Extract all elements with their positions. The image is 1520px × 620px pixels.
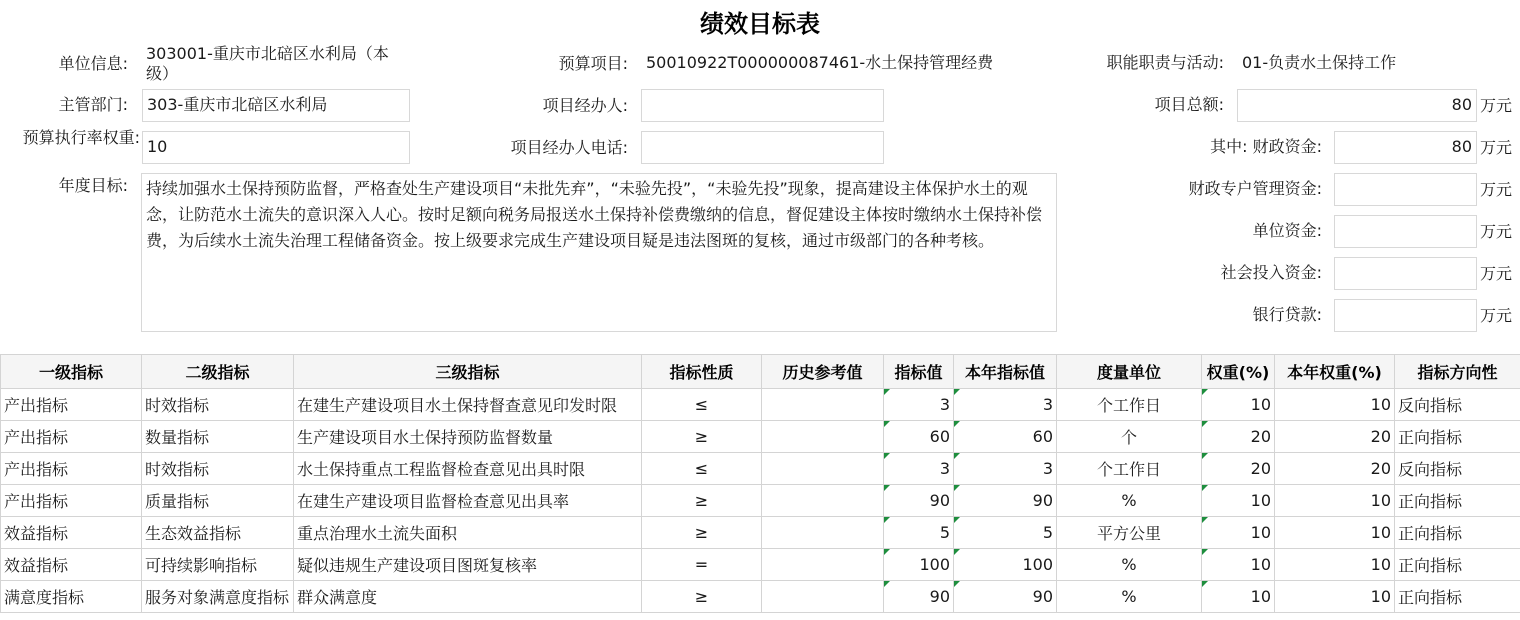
header-direction: 指标方向性 bbox=[1395, 355, 1520, 389]
page-title: 绩效目标表 bbox=[700, 10, 820, 38]
special-account-field[interactable] bbox=[1334, 173, 1477, 206]
cell-nature: ≥ bbox=[642, 581, 762, 613]
cell-unit: 个工作日 bbox=[1057, 389, 1202, 421]
cell-direction: 正向指标 bbox=[1395, 421, 1520, 453]
cell-value[interactable]: 5 bbox=[884, 517, 954, 549]
header-weight: 权重(%) bbox=[1202, 355, 1275, 389]
cell-weight[interactable]: 10 bbox=[1202, 517, 1275, 549]
project-total-field[interactable]: 80 bbox=[1237, 89, 1477, 122]
header-year-weight: 本年权重(%) bbox=[1275, 355, 1395, 389]
cell-level2: 生态效益指标 bbox=[142, 517, 294, 549]
budget-rate-weight-field[interactable]: 10 bbox=[142, 131, 410, 164]
cell-year-weight[interactable]: 10 bbox=[1275, 581, 1395, 613]
cell-level1: 满意度指标 bbox=[1, 581, 142, 613]
cell-direction: 正向指标 bbox=[1395, 485, 1520, 517]
cell-direction: 正向指标 bbox=[1395, 517, 1520, 549]
duty-activity-value: 01-负责水土保持工作 bbox=[1242, 53, 1397, 72]
fiscal-funds-label: 其中: 财政资金: bbox=[1210, 137, 1322, 156]
cell-year-value[interactable]: 3 bbox=[954, 389, 1057, 421]
cell-value[interactable]: 100 bbox=[884, 549, 954, 581]
cell-history[interactable] bbox=[762, 581, 884, 613]
unit-info-label: 单位信息: bbox=[58, 54, 128, 73]
cell-year-weight[interactable]: 10 bbox=[1275, 485, 1395, 517]
fiscal-funds-unit: 万元 bbox=[1480, 138, 1513, 157]
cell-year-value[interactable]: 90 bbox=[954, 581, 1057, 613]
table-row bbox=[1, 453, 1520, 485]
unit-funds-label: 单位资金: bbox=[1252, 221, 1322, 240]
cell-level2: 可持续影响指标 bbox=[142, 549, 294, 581]
social-funds-label: 社会投入资金: bbox=[1220, 263, 1322, 282]
cell-year-value[interactable]: 3 bbox=[954, 453, 1057, 485]
cell-history[interactable] bbox=[762, 485, 884, 517]
cell-direction: 正向指标 bbox=[1395, 549, 1520, 581]
cell-value[interactable]: 3 bbox=[884, 389, 954, 421]
table-row bbox=[1, 389, 1520, 421]
cell-level3: 水土保持重点工程监督检查意见出具时限 bbox=[294, 453, 642, 485]
table-header-row bbox=[1, 355, 1520, 389]
budget-project-value: 50010922T000000087461-水土保持管理经费 bbox=[646, 53, 994, 72]
cell-weight[interactable]: 10 bbox=[1202, 389, 1275, 421]
cell-level2: 服务对象满意度指标 bbox=[142, 581, 294, 613]
cell-weight[interactable]: 20 bbox=[1202, 453, 1275, 485]
cell-weight[interactable]: 10 bbox=[1202, 581, 1275, 613]
handler-phone-label: 项目经办人电话: bbox=[510, 138, 628, 157]
cell-unit: 个 bbox=[1057, 421, 1202, 453]
budget-project-label: 预算项目: bbox=[558, 54, 628, 73]
bank-loan-field[interactable] bbox=[1334, 299, 1477, 332]
header-history: 历史参考值 bbox=[762, 355, 884, 389]
cell-level1: 产出指标 bbox=[1, 453, 142, 485]
cell-level1: 产出指标 bbox=[1, 485, 142, 517]
table-row bbox=[1, 485, 1520, 517]
cell-unit: 平方公里 bbox=[1057, 517, 1202, 549]
cell-direction: 反向指标 bbox=[1395, 453, 1520, 485]
cell-weight[interactable]: 10 bbox=[1202, 485, 1275, 517]
cell-direction: 正向指标 bbox=[1395, 581, 1520, 613]
bank-loan-unit: 万元 bbox=[1480, 306, 1513, 325]
duty-activity-label: 职能职责与活动: bbox=[1106, 53, 1224, 72]
cell-year-weight[interactable]: 20 bbox=[1275, 453, 1395, 485]
cell-value[interactable]: 90 bbox=[884, 581, 954, 613]
annual-goal-textarea[interactable]: 持续加强水土保持预防监督，严格查处生产建设项目“未批先弃”，“未验先投”，“未验先投”现象，提高建设主体保护水土的观念，让防范水土流失的意识深入人心。按时足额向税务局报送水土保持补偿费缴纳的信息，督促建设主体按时缴纳水土保持补偿费，为后续水土流失治理工程储备资金。按上级要求完成生产建设项目疑是违法图斑的复核，通过市级部门的各种考核。 bbox=[141, 173, 1057, 332]
cell-history[interactable] bbox=[762, 549, 884, 581]
cell-level2: 时效指标 bbox=[142, 389, 294, 421]
cell-level3: 生产建设项目水土保持预防监督数量 bbox=[294, 421, 642, 453]
cell-year-weight[interactable]: 10 bbox=[1275, 517, 1395, 549]
cell-value[interactable]: 60 bbox=[884, 421, 954, 453]
cell-level1: 效益指标 bbox=[1, 549, 142, 581]
cell-level1: 产出指标 bbox=[1, 389, 142, 421]
project-handler-field[interactable] bbox=[641, 89, 884, 122]
handler-phone-field[interactable] bbox=[641, 131, 884, 164]
project-total-label: 项目总额: bbox=[1154, 95, 1224, 114]
cell-level2: 时效指标 bbox=[142, 453, 294, 485]
cell-value[interactable]: 90 bbox=[884, 485, 954, 517]
table-row bbox=[1, 517, 1520, 549]
cell-level3: 在建生产建设项目监督检查意见出具率 bbox=[294, 485, 642, 517]
header-level2: 二级指标 bbox=[142, 355, 294, 389]
cell-level1: 效益指标 bbox=[1, 517, 142, 549]
special-account-label: 财政专户管理资金: bbox=[1188, 179, 1322, 198]
header-year-value: 本年指标值 bbox=[954, 355, 1057, 389]
unit-info-value: 303001-重庆市北碚区水利局（本级） bbox=[146, 44, 389, 83]
unit-funds-unit: 万元 bbox=[1480, 222, 1513, 241]
cell-weight[interactable]: 10 bbox=[1202, 549, 1275, 581]
cell-year-weight[interactable]: 10 bbox=[1275, 389, 1395, 421]
table-row bbox=[1, 549, 1520, 581]
cell-unit: 个工作日 bbox=[1057, 453, 1202, 485]
project-total-unit: 万元 bbox=[1480, 96, 1513, 115]
table-row bbox=[1, 581, 1520, 613]
cell-unit: % bbox=[1057, 485, 1202, 517]
cell-year-value[interactable]: 90 bbox=[954, 485, 1057, 517]
cell-nature: ≤ bbox=[642, 389, 762, 421]
cell-direction: 反向指标 bbox=[1395, 389, 1520, 421]
cell-level3: 重点治理水土流失面积 bbox=[294, 517, 642, 549]
cell-level2: 质量指标 bbox=[142, 485, 294, 517]
cell-history[interactable] bbox=[762, 421, 884, 453]
cell-year-weight[interactable]: 10 bbox=[1275, 549, 1395, 581]
cell-nature: = bbox=[642, 549, 762, 581]
cell-value[interactable]: 3 bbox=[884, 453, 954, 485]
indicator-table bbox=[0, 354, 1520, 613]
social-funds-unit: 万元 bbox=[1480, 264, 1513, 283]
header-level1: 一级指标 bbox=[1, 355, 142, 389]
cell-nature: ≤ bbox=[642, 453, 762, 485]
cell-nature: ≥ bbox=[642, 421, 762, 453]
header-unit: 度量单位 bbox=[1057, 355, 1202, 389]
unit-funds-field[interactable] bbox=[1334, 215, 1477, 248]
bank-loan-label: 银行贷款: bbox=[1252, 305, 1322, 324]
cell-level3: 在建生产建设项目水土保持督查意见印发时限 bbox=[294, 389, 642, 421]
cell-year-value[interactable]: 60 bbox=[954, 421, 1057, 453]
header-value: 指标值 bbox=[884, 355, 954, 389]
cell-unit: % bbox=[1057, 581, 1202, 613]
cell-history[interactable] bbox=[762, 389, 884, 421]
supervisor-dept-field[interactable]: 303-重庆市北碚区水利局 bbox=[142, 89, 410, 122]
cell-year-value[interactable]: 5 bbox=[954, 517, 1057, 549]
cell-nature: ≥ bbox=[642, 485, 762, 517]
budget-rate-weight-label: 预算执行率权重: bbox=[22, 128, 140, 147]
special-account-unit: 万元 bbox=[1480, 180, 1513, 199]
cell-weight[interactable]: 20 bbox=[1202, 421, 1275, 453]
cell-nature: ≥ bbox=[642, 517, 762, 549]
social-funds-field[interactable] bbox=[1334, 257, 1477, 290]
cell-unit: % bbox=[1057, 549, 1202, 581]
annual-goal-label: 年度目标: bbox=[58, 176, 128, 195]
cell-history[interactable] bbox=[762, 517, 884, 549]
cell-level3: 疑似违规生产建设项目图斑复核率 bbox=[294, 549, 642, 581]
cell-history[interactable] bbox=[762, 453, 884, 485]
cell-year-weight[interactable]: 20 bbox=[1275, 421, 1395, 453]
table-row bbox=[1, 421, 1520, 453]
header-level3: 三级指标 bbox=[294, 355, 642, 389]
supervisor-dept-label: 主管部门: bbox=[58, 95, 128, 114]
cell-level3: 群众满意度 bbox=[294, 581, 642, 613]
cell-level1: 产出指标 bbox=[1, 421, 142, 453]
header-nature: 指标性质 bbox=[642, 355, 762, 389]
cell-year-value[interactable]: 100 bbox=[954, 549, 1057, 581]
cell-level2: 数量指标 bbox=[142, 421, 294, 453]
project-handler-label: 项目经办人: bbox=[542, 96, 628, 115]
fiscal-funds-field[interactable]: 80 bbox=[1334, 131, 1477, 164]
